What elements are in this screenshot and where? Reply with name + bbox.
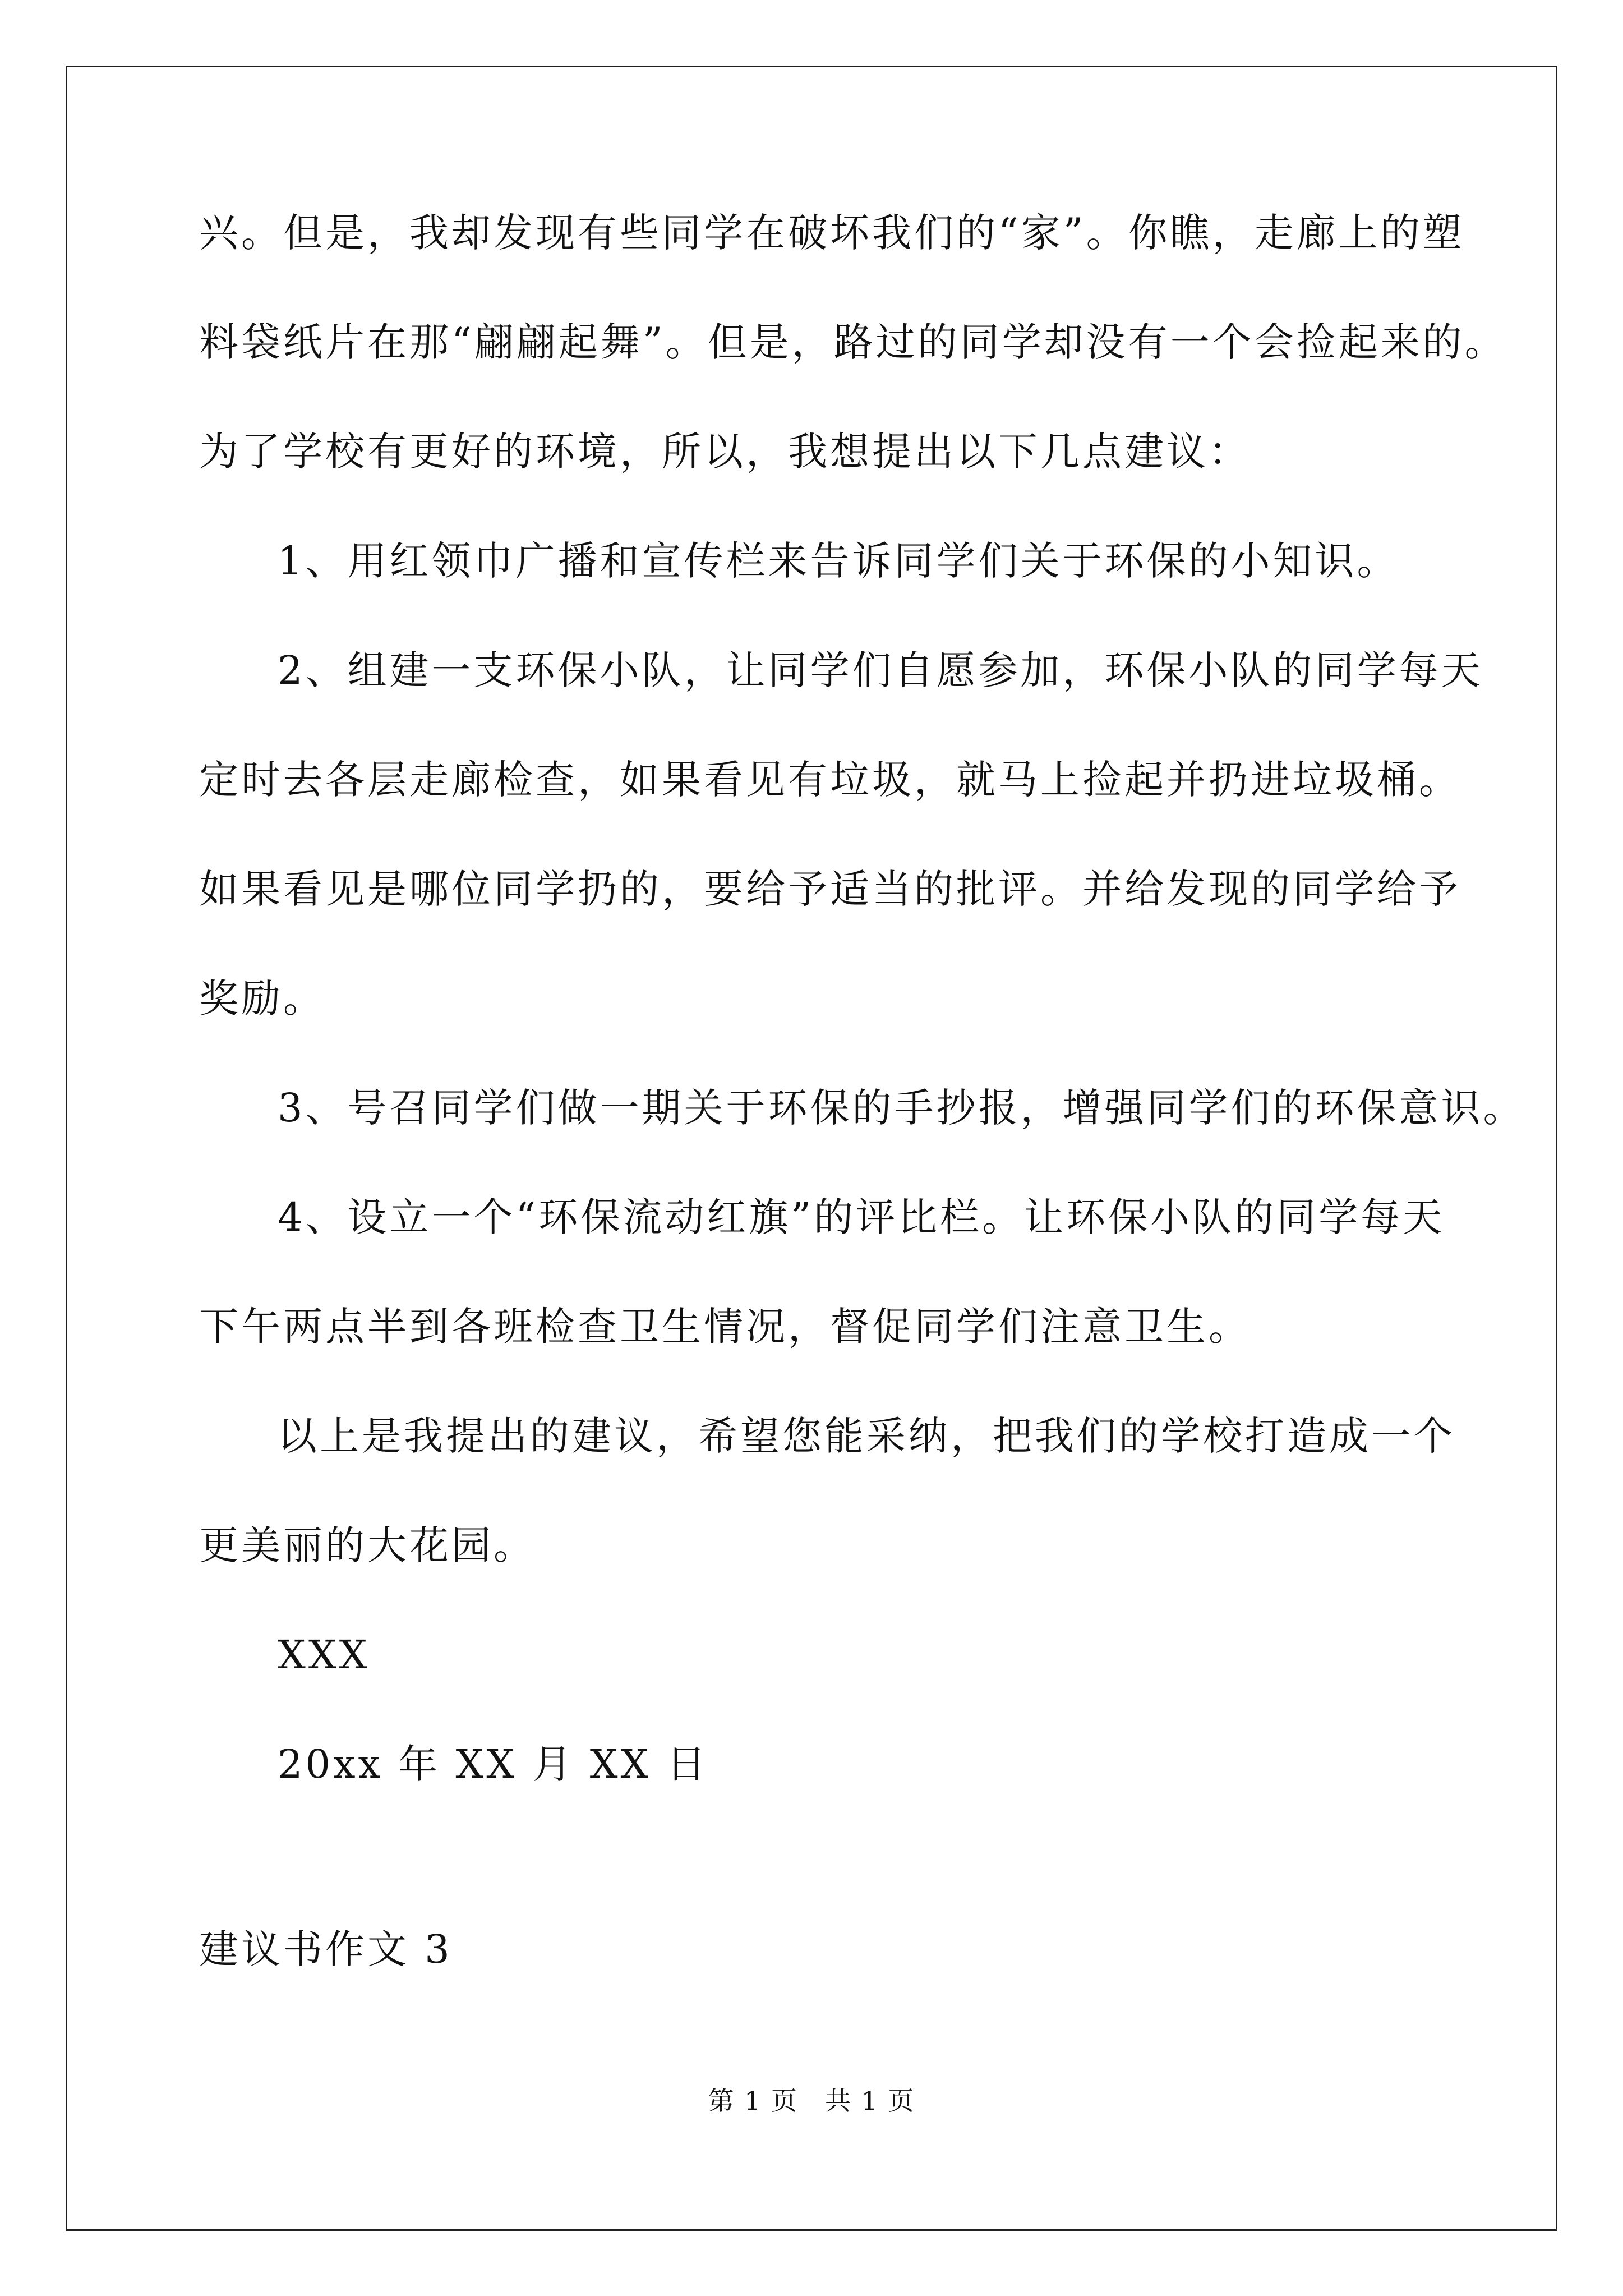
body-line-2: 料袋纸片在那“翩翩起舞”。但是，路过的同学却没有一个会捡起来的。	[199, 319, 1507, 365]
suggestion-4-cont: 下午两点半到各班检查卫生情况，督促同学们注意卫生。	[199, 1304, 1251, 1350]
suggestion-2-cont-2: 如果看见是哪位同学扔的，要给予适当的批评。并给发现的同学给予	[199, 866, 1461, 912]
suggestion-1: 1、用红领巾广播和宣传栏来告诉同学们关于环保的小知识。	[278, 538, 1399, 584]
page-number: 第 1 页 共 1 页	[708, 2086, 915, 2116]
suggestion-2: 2、组建一支环保小队，让同学们自愿参加，环保小队的同学每天	[278, 647, 1483, 693]
section-heading: 建议书作文 3	[199, 1926, 453, 1972]
suggestion-2-cont-3: 奖励。	[199, 976, 325, 1022]
closing-line-2: 更美丽的大花园。	[199, 1522, 536, 1568]
suggestion-4: 4、设立一个“环保流动红旗”的评比栏。让环保小队的同学每天	[278, 1194, 1445, 1240]
suggestion-3: 3、号召同学们做一期关于环保的手抄报，增强同学们的环保意识。	[278, 1085, 1525, 1131]
closing-line-1: 以上是我提出的建议，希望您能采纳，把我们的学校打造成一个	[278, 1413, 1455, 1459]
suggestion-2-cont-1: 定时去各层走廊检查，如果看见有垃圾，就马上捡起并扔进垃圾桶。	[199, 757, 1461, 803]
page-border	[66, 66, 1557, 2231]
signature: XXX	[278, 1632, 370, 1678]
date-line: 20xx 年 XX 月 XX 日	[278, 1741, 709, 1787]
body-line-3: 为了学校有更好的环境，所以，我想提出以下几点建议：	[199, 429, 1251, 475]
body-line-1: 兴。但是，我却发现有些同学在破坏我们的“家”。你瞧，走廊上的塑	[199, 210, 1465, 256]
